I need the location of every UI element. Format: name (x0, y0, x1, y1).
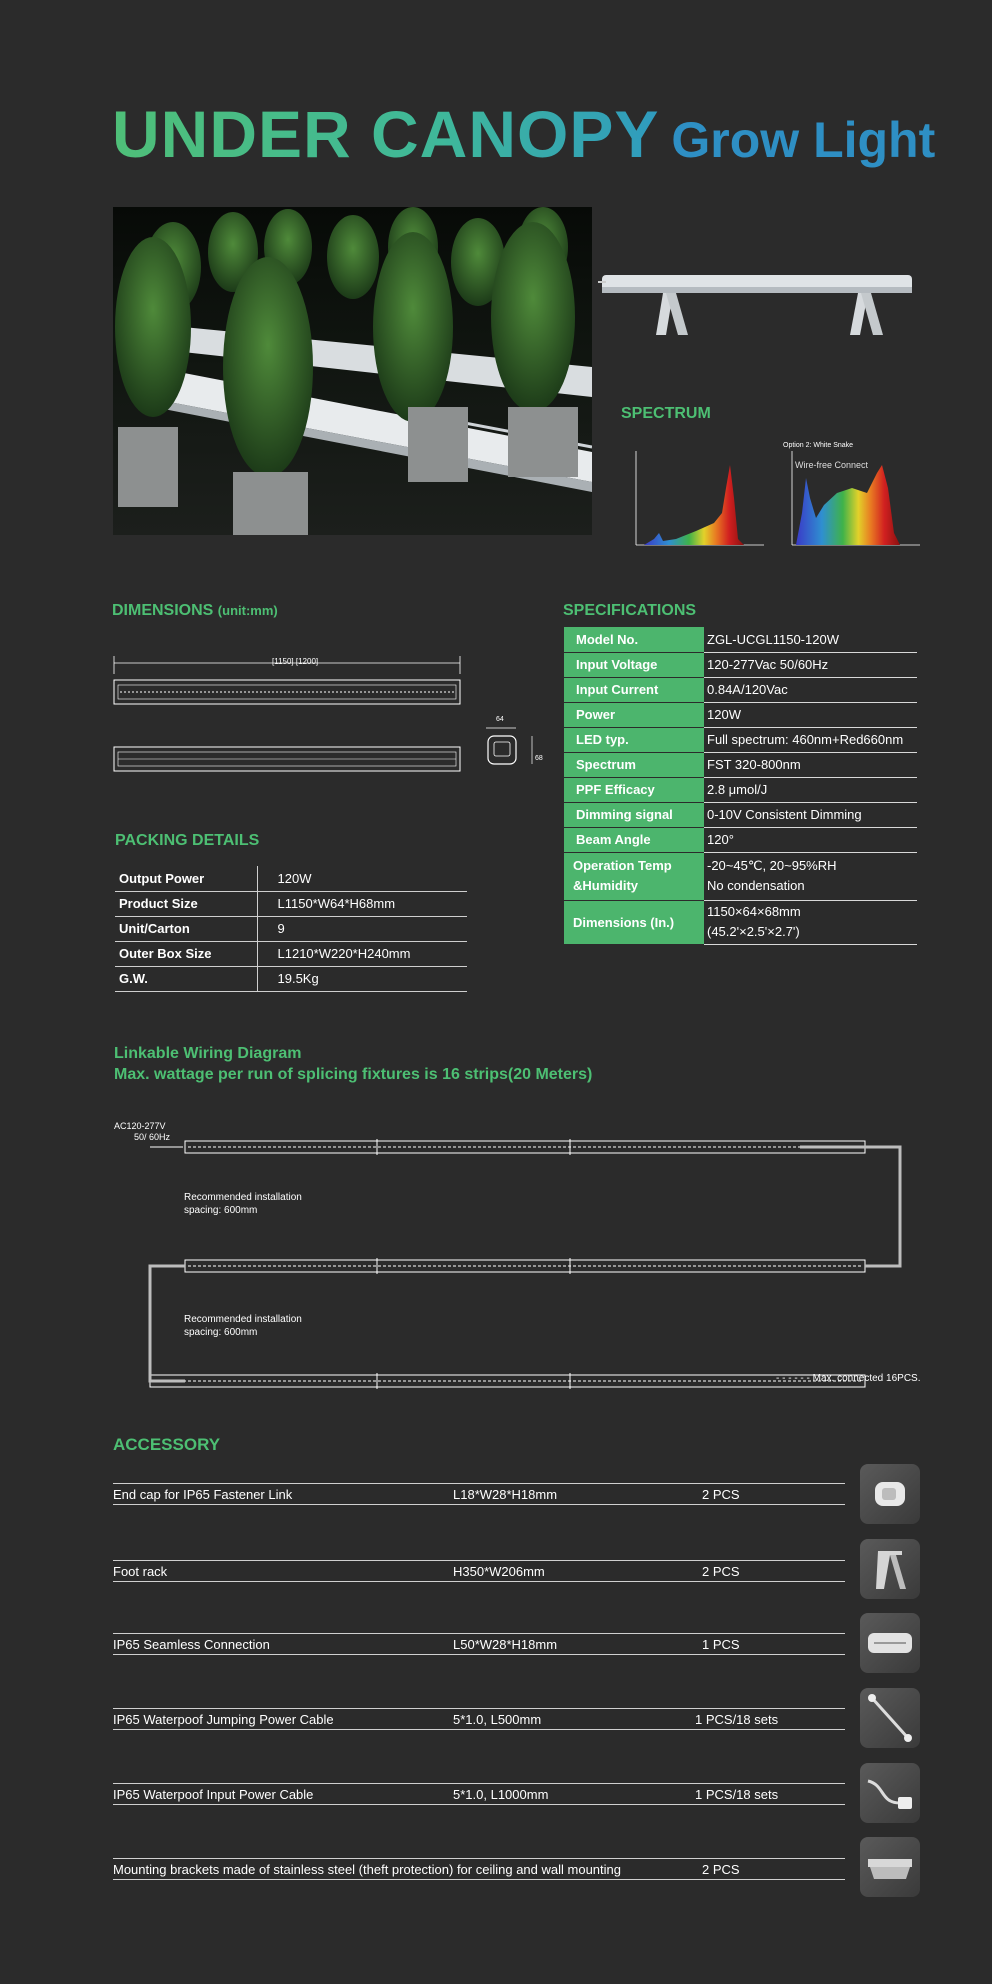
op-temp-key-2: &Humidity (573, 878, 638, 893)
spec-row (564, 852, 917, 900)
spec-key: LED typ. (564, 727, 704, 752)
spec-key: Dimming signal (564, 802, 704, 827)
accessory-row (113, 1783, 845, 1805)
accessory-name: IP65 Waterpoof Jumping Power Cable (113, 1712, 334, 1727)
packing-row (115, 966, 467, 991)
spectrum-option-caption: Option 2: White Snake (783, 442, 854, 449)
accessory-name: IP65 Seamless Connection (113, 1637, 270, 1652)
spec-key: Beam Angle (564, 827, 704, 852)
dimensions-drawing (112, 652, 472, 787)
spec-value: Full spectrum: 460nm+Red660nm (704, 727, 917, 752)
op-temp-val-1: -20~45℃, 20~95%RH (707, 858, 837, 873)
title-main: UNDER CANOPY (112, 97, 660, 171)
accessory-row (113, 1633, 845, 1655)
accessory-qty: 2 PCS (702, 1487, 740, 1502)
spectrum-chart-1 (626, 443, 766, 553)
rec-line-2: spacing: 600mm (184, 1205, 258, 1216)
spec-row (564, 677, 917, 702)
accessory-qty: 1 PCS (702, 1637, 740, 1652)
specifications-heading: SPECIFICATIONS (563, 602, 697, 619)
dim-val-1: 1150×64×68mm (707, 904, 801, 919)
wire-free-connect-label: Wire-free Connect (795, 460, 869, 470)
packing-value: 9 (257, 916, 467, 941)
foot-rack-icon (860, 1539, 920, 1599)
spectrum-heading: SPECTRUM (621, 405, 711, 422)
length-label: [1150] [1200] (272, 657, 319, 666)
wiring-diagram (100, 1115, 960, 1395)
specifications-table (564, 627, 917, 945)
accessory-row (113, 1708, 845, 1730)
wiring-subtitle: Max. wattage per run of splicing fixtures is 16 strips(20 Meters) (114, 1066, 593, 1083)
spec-row (564, 627, 917, 652)
hero-product-photo (113, 207, 592, 535)
packing-value: L1150*W64*H68mm (257, 891, 467, 916)
accessory-name: End cap for IP65 Fastener Link (113, 1487, 293, 1502)
dim-val-2: (45.2'×2.5'×2.7') (707, 924, 800, 939)
packing-table (115, 866, 467, 992)
accessory-size: 5*1.0, L1000mm (453, 1787, 549, 1802)
spec-row (564, 802, 917, 827)
spec-key: Dimensions (In.) (564, 900, 704, 944)
accessory-name: IP65 Waterpoof Input Power Cable (113, 1787, 314, 1802)
input-cable-icon (860, 1763, 920, 1823)
spec-value: 120W (704, 702, 917, 727)
seamless-connector-icon (860, 1613, 920, 1673)
height-label: 68 (535, 755, 543, 762)
dimensions-unit: (unit:mm) (217, 603, 278, 618)
accessory-size: L18*W28*H18mm (453, 1487, 558, 1502)
ac-voltage: AC120-277V (114, 1121, 166, 1131)
op-temp-key-1: Operation Temp (573, 858, 672, 873)
title-sub: Grow Light (671, 112, 936, 168)
spec-value: 0-10V Consistent Dimming (704, 802, 917, 827)
spec-value: 0.84A/120Vac (704, 677, 917, 702)
spec-key: Model No. (564, 627, 704, 652)
dimensions-title: DIMENSIONS (112, 602, 214, 619)
wiring-heading (114, 1043, 592, 1085)
accessory-name: Foot rack (113, 1564, 168, 1579)
ac-frequency: 50/ 60Hz (134, 1132, 171, 1142)
accessory-qty: 1 PCS/18 sets (695, 1787, 779, 1802)
spec-row (564, 827, 917, 852)
recommended-spacing-2 (184, 1313, 302, 1339)
spec-row (564, 652, 917, 677)
spec-row (564, 900, 917, 944)
packing-key: Unit/Carton (115, 916, 257, 941)
spec-key: Power (564, 702, 704, 727)
wiring-title: Linkable Wiring Diagram (114, 1045, 302, 1062)
jumping-cable-icon (860, 1688, 920, 1748)
fixture-product-image (598, 265, 916, 341)
packing-row (115, 916, 467, 941)
accessory-qty: 2 PCS (702, 1564, 740, 1579)
rec-line-1: Recommended installation (184, 1314, 302, 1325)
accessory-row (113, 1483, 845, 1505)
spec-value (704, 900, 917, 944)
max-connected-label: - - - - - - Max. connected 16PCS. (776, 1373, 921, 1384)
spec-value (704, 852, 917, 900)
spec-key: PPF Efficacy (564, 777, 704, 802)
packing-key: Output Power (115, 866, 257, 891)
op-temp-val-2: No condensation (707, 878, 805, 893)
width-label: 64 (496, 716, 504, 723)
packing-key: G.W. (115, 966, 257, 991)
end-cap-icon (860, 1464, 920, 1524)
accessory-heading: ACCESSORY (113, 1435, 221, 1454)
spec-row (564, 777, 917, 802)
spec-key (564, 852, 704, 900)
dimensions-heading (112, 602, 278, 620)
spec-value: FST 320-800nm (704, 752, 917, 777)
accessory-qty: 1 PCS/18 sets (695, 1712, 779, 1727)
spec-row (564, 702, 917, 727)
spec-value: ZGL-UCGL1150-120W (704, 627, 917, 652)
accessory-row (113, 1858, 845, 1880)
packing-heading: PACKING DETAILS (115, 832, 260, 849)
rec-line-2: spacing: 600mm (184, 1327, 258, 1338)
spec-value: 120-277Vac 50/60Hz (704, 652, 917, 677)
spec-key: Spectrum (564, 752, 704, 777)
accessory-row (113, 1560, 845, 1582)
spec-row (564, 752, 917, 777)
packing-key: Outer Box Size (115, 941, 257, 966)
mounting-bracket-icon (860, 1837, 920, 1897)
accessory-size: L50*W28*H18mm (453, 1637, 558, 1652)
spec-value: 120° (704, 827, 917, 852)
recommended-spacing-1 (184, 1191, 302, 1217)
packing-row (115, 891, 467, 916)
spec-value: 2.8 μmol/J (704, 777, 917, 802)
accessory-size: H350*W206mm (453, 1564, 545, 1579)
packing-key: Product Size (115, 891, 257, 916)
spec-key: Input Current (564, 677, 704, 702)
accessory-name: Mounting brackets made of stainless steel (theft protection) for ceiling and wall mounting (113, 1862, 621, 1877)
packing-row (115, 941, 467, 966)
packing-value: 19.5Kg (257, 966, 467, 991)
packing-value: 120W (257, 866, 467, 891)
spec-row (564, 727, 917, 752)
packing-value: L1210*W220*H240mm (257, 941, 467, 966)
rec-line-1: Recommended installation (184, 1192, 302, 1203)
accessory-qty: 2 PCS (702, 1862, 740, 1877)
spec-key: Input Voltage (564, 652, 704, 677)
accessory-size: 5*1.0, L500mm (453, 1712, 542, 1727)
page-title (112, 96, 935, 172)
packing-row (115, 866, 467, 891)
